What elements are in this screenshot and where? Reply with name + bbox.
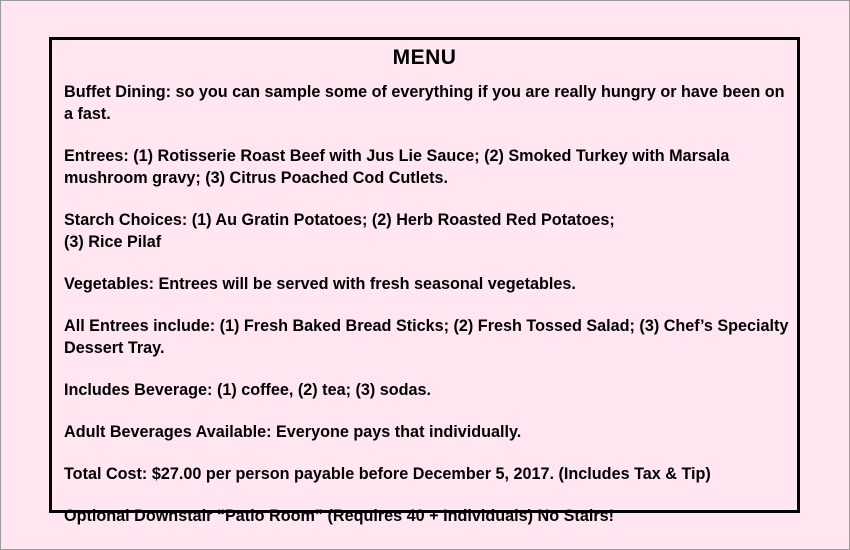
buffet-description: Buffet Dining: so you can sample some of everything if you are really hungry or have been on a fast. (64, 83, 785, 123)
menu-content (64, 81, 789, 527)
entrees-include-description: All Entrees include: (1) Fresh Baked Bread Sticks; (2) Fresh Tossed Salad; (3) Chef’s Specialty Dessert Tray. (64, 317, 789, 357)
starch-choices-line-2: (3) Rice Pilaf (64, 233, 162, 251)
total-cost: Total Cost: $27.00 per person payable before December 5, 2017. (Includes Tax & Tip) (64, 465, 711, 483)
vegetables-description: Vegetables: Entrees will be served with fresh seasonal vegetables. (64, 275, 576, 293)
entrees-description: Entrees: (1) Rotisserie Roast Beef with Jus Lie Sauce; (2) Smoked Turkey with Marsala mushroom gravy; (3) Citrus Poached Cod Cutlets. (64, 147, 730, 187)
included-beverages: Includes Beverage: (1) coffee, (2) tea; (3) sodas. (64, 381, 432, 399)
adult-beverages: Adult Beverages Available: Everyone pays that individually. (64, 423, 522, 441)
menu-title: MENU (392, 46, 457, 69)
starch-choices (64, 209, 789, 253)
patio-room-option: Optional Downstair “Patio Room” (Requires 40 + Individuals) No Stairs! (64, 507, 615, 525)
starch-choices-line-1: Starch Choices: (1) Au Gratin Potatoes; (2) Herb Roasted Red Potatoes; (64, 211, 615, 229)
menu-card (49, 37, 800, 525)
